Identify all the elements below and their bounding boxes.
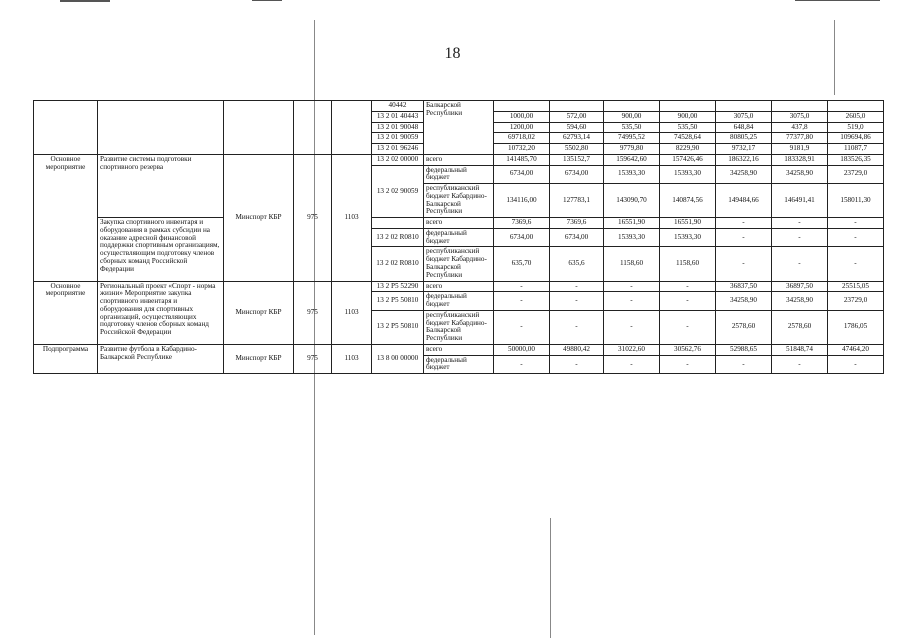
grbs-cell [294, 101, 332, 155]
value-cell: - [716, 247, 772, 281]
code-cell: 13 8 00 00000 [372, 344, 424, 373]
table-row [34, 281, 884, 292]
value-cell: 9732,17 [716, 144, 772, 155]
table-row [34, 344, 884, 355]
value-cell: 594,60 [550, 122, 604, 133]
value-cell: 648,84 [716, 122, 772, 133]
value-cell: 143090,70 [604, 184, 660, 218]
rzpr-cell: 1103 [332, 281, 372, 344]
value-cell [772, 101, 828, 112]
code-cell: 13 2 01 90059 [372, 133, 424, 144]
status-cell: Основное мероприятие [34, 281, 98, 344]
rzpr-cell: 1103 [332, 154, 372, 281]
value-cell: - [494, 355, 550, 374]
event-name-cell: Развитие системы подготовки спортивного резерва [98, 154, 224, 217]
value-cell: - [494, 310, 550, 344]
scan-mark [252, 0, 282, 1]
value-cell: - [660, 292, 716, 311]
scan-mark [550, 518, 551, 638]
value-cell: 1158,60 [604, 247, 660, 281]
value-cell: - [828, 228, 884, 247]
value-cell: 8229,90 [660, 144, 716, 155]
value-cell: 1786,05 [828, 310, 884, 344]
value-cell: 15393,30 [660, 228, 716, 247]
value-cell: - [772, 218, 828, 229]
code-cell: 13 2 02 R0810 [372, 228, 424, 247]
value-cell: - [828, 218, 884, 229]
value-cell: 535,50 [604, 122, 660, 133]
value-cell: 34258,90 [772, 165, 828, 184]
value-cell: 2578,60 [716, 310, 772, 344]
code-cell: 13 2 02 00000 [372, 154, 424, 165]
status-cell: Основное мероприятие [34, 154, 98, 281]
source-cell: федеральный бюджет [424, 165, 494, 184]
value-cell: 134116,00 [494, 184, 550, 218]
value-cell: - [772, 228, 828, 247]
value-cell: 80805,25 [716, 133, 772, 144]
value-cell: 25515,05 [828, 281, 884, 292]
value-cell: 146491,41 [772, 184, 828, 218]
value-cell: 3075,0 [716, 111, 772, 122]
value-cell: 15393,30 [660, 165, 716, 184]
value-cell [550, 101, 604, 112]
value-cell: 30562,76 [660, 344, 716, 355]
ministry-cell: Минспорт КБР [224, 344, 294, 373]
value-cell: - [772, 355, 828, 374]
value-cell: - [828, 247, 884, 281]
value-cell: 50000,00 [494, 344, 550, 355]
source-cell: республиканский бюджет Кабардино-Балкарской Республики [424, 184, 494, 218]
value-cell [716, 101, 772, 112]
event-name-cell: Развитие футбола в Кабардино-Балкарской Республике [98, 344, 224, 373]
value-cell: 437,8 [772, 122, 828, 133]
table-row [34, 154, 884, 165]
grbs-cell: 975 [294, 344, 332, 373]
scan-mark [834, 20, 835, 95]
value-cell: - [828, 355, 884, 374]
value-cell: 34258,90 [716, 292, 772, 311]
page-number: 18 [444, 45, 461, 62]
value-cell: 140874,56 [660, 184, 716, 218]
value-cell: 16551,90 [604, 218, 660, 229]
code-cell: 13 2 P5 50810 [372, 310, 424, 344]
code-cell: 40442 [372, 101, 424, 112]
code-cell: 13 2 02 90059 [372, 165, 424, 218]
value-cell: 149484,66 [716, 184, 772, 218]
code-cell: 13 2 01 96246 [372, 144, 424, 155]
value-cell: 5502,80 [550, 144, 604, 155]
value-cell: 10732,20 [494, 144, 550, 155]
source-cell: всего [424, 344, 494, 355]
value-cell: 157426,46 [660, 154, 716, 165]
value-cell: - [550, 355, 604, 374]
status-cell: Подпрограмма [34, 344, 98, 373]
rzpr-cell: 1103 [332, 344, 372, 373]
rzpr-cell [332, 101, 372, 155]
source-cell: республиканский бюджет Кабардино-Балкарской Республики [424, 310, 494, 344]
value-cell: 9181,9 [772, 144, 828, 155]
value-cell: - [716, 218, 772, 229]
value-cell: - [604, 281, 660, 292]
value-cell: 23729,0 [828, 165, 884, 184]
value-cell: 635,70 [494, 247, 550, 281]
value-cell: 900,00 [604, 111, 660, 122]
event-name-cell: Закупка спортивного инвентаря и оборудования в рамках субсидии на оказание адресной финансовой поддержки спортивным организациям, осуществляющим подготовку членов сборных команд Российской Федерации [98, 218, 224, 281]
source-cell: федеральный бюджет [424, 292, 494, 311]
status-cell [34, 101, 98, 155]
value-cell: 2605,0 [828, 111, 884, 122]
value-cell: 9779,80 [604, 144, 660, 155]
value-cell: - [604, 355, 660, 374]
ministry-cell [224, 101, 294, 155]
value-cell: 900,00 [660, 111, 716, 122]
value-cell: 6734,00 [494, 228, 550, 247]
value-cell: 34258,90 [772, 292, 828, 311]
value-cell: 127783,1 [550, 184, 604, 218]
value-cell: 159642,60 [604, 154, 660, 165]
value-cell: 1158,60 [660, 247, 716, 281]
value-cell: 2578,60 [772, 310, 828, 344]
value-cell: - [494, 281, 550, 292]
value-cell: 109694,86 [828, 133, 884, 144]
code-cell: 13 2 02 R0810 [372, 247, 424, 281]
value-cell: 34258,90 [716, 165, 772, 184]
value-cell: 141485,70 [494, 154, 550, 165]
value-cell: 62793,14 [550, 133, 604, 144]
code-cell: 13 2 01 90048 [372, 122, 424, 133]
value-cell: 74995,52 [604, 133, 660, 144]
value-cell: 183328,91 [772, 154, 828, 165]
source-cell: федеральный бюджет [424, 228, 494, 247]
value-cell: 572,00 [550, 111, 604, 122]
code-cell [372, 218, 424, 229]
value-cell [604, 101, 660, 112]
value-cell: 47464,20 [828, 344, 884, 355]
value-cell: 519,0 [828, 122, 884, 133]
value-cell [494, 101, 550, 112]
value-cell: 49880,42 [550, 344, 604, 355]
event-name-cell: Региональный проект «Спорт - норма жизни» Мероприятие закупка спортивного инвентаря и оборудования для спортивных организаций, осуществляющих подготовку членов сборных команд Российской Федерации [98, 281, 224, 344]
code-cell: 13 2 P5 52290 [372, 281, 424, 292]
value-cell: - [716, 355, 772, 374]
value-cell: 15393,30 [604, 228, 660, 247]
value-cell: 1200,00 [494, 122, 550, 133]
budget-table [33, 100, 884, 374]
value-cell: - [716, 228, 772, 247]
value-cell: - [494, 292, 550, 311]
value-cell: 535,50 [660, 122, 716, 133]
grbs-cell: 975 [294, 281, 332, 344]
value-cell: 6734,00 [550, 228, 604, 247]
value-cell: - [604, 310, 660, 344]
value-cell: 6734,00 [550, 165, 604, 184]
value-cell: - [550, 310, 604, 344]
source-cell: федеральный бюджет [424, 355, 494, 374]
value-cell: 1000,00 [494, 111, 550, 122]
value-cell: 135152,7 [550, 154, 604, 165]
value-cell: 31022,60 [604, 344, 660, 355]
value-cell: 3075,0 [772, 111, 828, 122]
table-row [34, 218, 884, 229]
value-cell: 52988,65 [716, 344, 772, 355]
value-cell: 36897,50 [772, 281, 828, 292]
source-cell: республиканский бюджет Кабардино-Балкарской Республики [424, 247, 494, 281]
value-cell: 77377,80 [772, 133, 828, 144]
value-cell: - [604, 292, 660, 311]
value-cell: 6734,00 [494, 165, 550, 184]
value-cell [828, 101, 884, 112]
source-cell: Балкарской Республики [424, 101, 494, 155]
value-cell: - [550, 292, 604, 311]
ministry-cell: Минспорт КБР [224, 154, 294, 281]
value-cell: 186322,16 [716, 154, 772, 165]
source-cell: всего [424, 281, 494, 292]
code-cell: 13 2 01 40443 [372, 111, 424, 122]
value-cell: 16551,90 [660, 218, 716, 229]
value-cell: - [550, 281, 604, 292]
value-cell: - [660, 355, 716, 374]
source-cell: всего [424, 154, 494, 165]
grbs-cell: 975 [294, 154, 332, 281]
value-cell: 15393,30 [604, 165, 660, 184]
value-cell: 23729,0 [828, 292, 884, 311]
code-cell: 13 2 P5 50810 [372, 292, 424, 311]
value-cell: 635,6 [550, 247, 604, 281]
value-cell: 11087,7 [828, 144, 884, 155]
value-cell: 69718,02 [494, 133, 550, 144]
value-cell: 74528,64 [660, 133, 716, 144]
scan-mark [795, 0, 880, 1]
value-cell: 183526,35 [828, 154, 884, 165]
source-cell: всего [424, 218, 494, 229]
value-cell: - [660, 281, 716, 292]
value-cell: 51848,74 [772, 344, 828, 355]
event-name-cell [98, 101, 224, 155]
value-cell: 7369,6 [550, 218, 604, 229]
table-row [34, 101, 884, 112]
scan-mark [60, 0, 110, 2]
ministry-cell: Минспорт КБР [224, 281, 294, 344]
value-cell: 36837,50 [716, 281, 772, 292]
value-cell [660, 101, 716, 112]
value-cell: 158011,30 [828, 184, 884, 218]
value-cell: - [660, 310, 716, 344]
value-cell: - [772, 247, 828, 281]
value-cell: 7369,6 [494, 218, 550, 229]
